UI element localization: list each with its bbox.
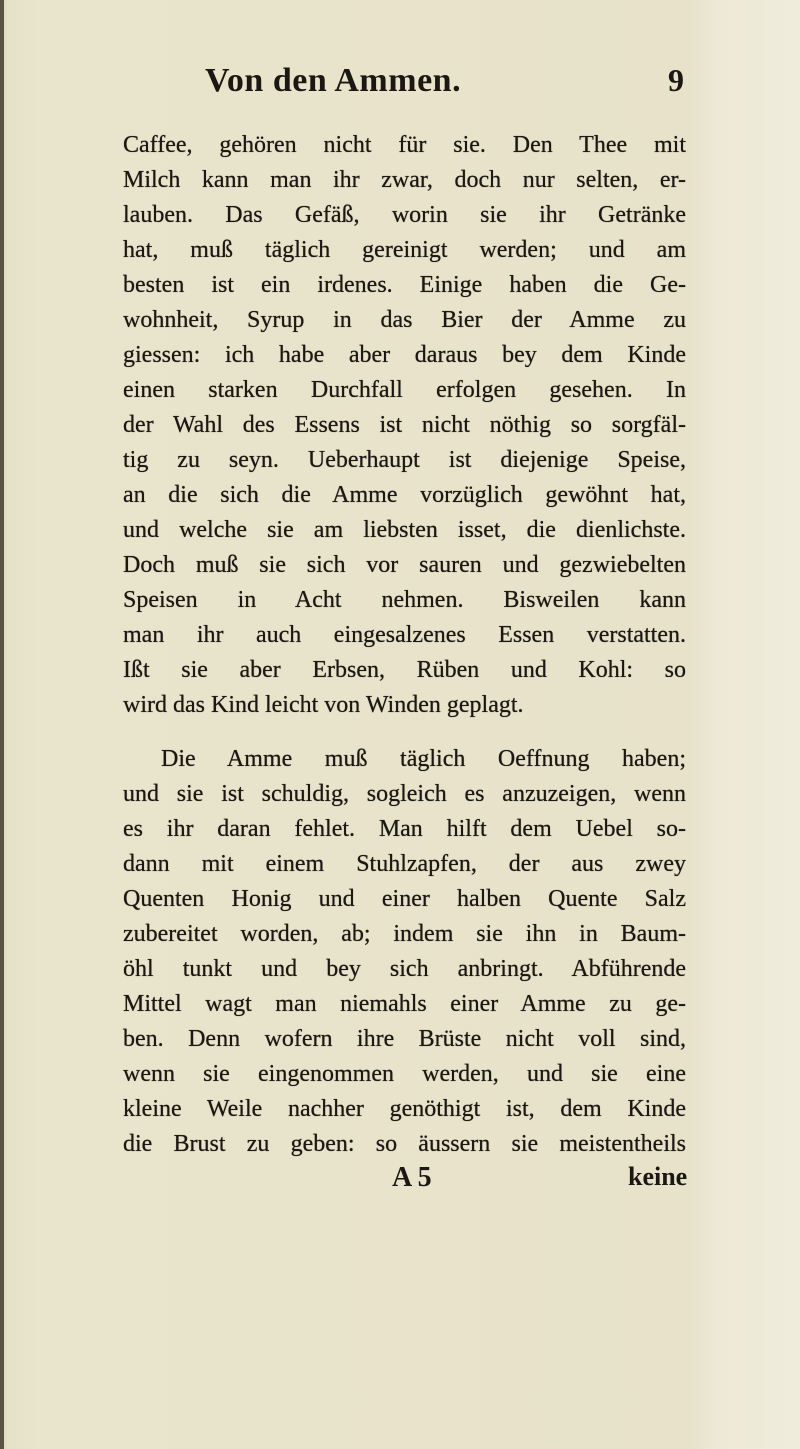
text-line: Mittel wagt man niemahls einer Amme zu ge- [123,991,686,1017]
text-line: giessen: ich habe aber daraus bey dem Kinde [123,342,686,368]
text-line: Speisen in Acht nehmen. Bisweilen kann [123,587,686,613]
text-line: man ihr auch eingesalzenes Essen verstatten. [123,622,686,648]
text-line: es ihr daran fehlet. Man hilft dem Uebel so- [123,816,686,842]
text-line: und sie ist schuldig, sogleich es anzuzeigen, wenn [123,781,686,807]
text-line: die Brust zu geben: so äussern sie meistentheils [123,1131,686,1157]
text-line: Milch kann man ihr zwar, doch nur selten, er- [123,167,686,193]
text-line: wenn sie eingenommen werden, und sie eine [123,1061,686,1087]
text-line: tig zu seyn. Ueberhaupt ist diejenige Speise, [123,447,686,473]
text-line: einen starken Durchfall erfolgen gesehen. In [123,377,686,403]
text-line: Doch muß sie sich vor sauren und gezwiebelten [123,552,686,578]
text-line: öhl tunkt und bey sich anbringt. Abführende [123,956,686,982]
text-line: dann mit einem Stuhlzapfen, der aus zwey [123,851,686,877]
signature-mark: A 5 [392,1162,432,1193]
paragraph-1 [123,128,686,723]
text-line: wohnheit, Syrup in das Bier der Amme zu [123,307,686,333]
text-line: an die sich die Amme vorzüglich gewöhnt hat, [123,482,686,508]
text-line: lauben. Das Gefäß, worin sie ihr Getränke [123,202,686,228]
text-line: Die Amme muß täglich Oeffnung haben; [161,746,686,772]
text-line: und welche sie am liebsten isset, die dienlichste. [123,517,686,543]
page-edge [0,0,4,1449]
text-line: wird das Kind leicht von Winden geplagt. [123,692,524,718]
text-line: kleine Weile nachher genöthigt ist, dem Kinde [123,1096,686,1122]
running-head: Von den Ammen. [205,62,462,99]
text-line: Caffee, gehören nicht für sie. Den Thee mit [123,132,686,158]
catchword: keine [628,1162,688,1191]
text-line: zubereitet worden, ab; indem sie ihn in Baum- [123,921,686,947]
text-line: der Wahl des Essens ist nicht nöthig so sorgfäl- [123,412,686,438]
text-line: ben. Denn wofern ihre Brüste nicht voll sind, [123,1026,686,1052]
page-number: 9 [668,62,684,98]
paragraph-2 [123,742,686,1162]
text-line: hat, muß täglich gereinigt werden; und am [123,237,686,263]
text-line: besten ist ein irdenes. Einige haben die Ge- [123,272,686,298]
text-line: Quenten Honig und einer halben Quente Salz [123,886,686,912]
text-line: Ißt sie aber Erbsen, Rüben und Kohl: so [123,657,686,683]
